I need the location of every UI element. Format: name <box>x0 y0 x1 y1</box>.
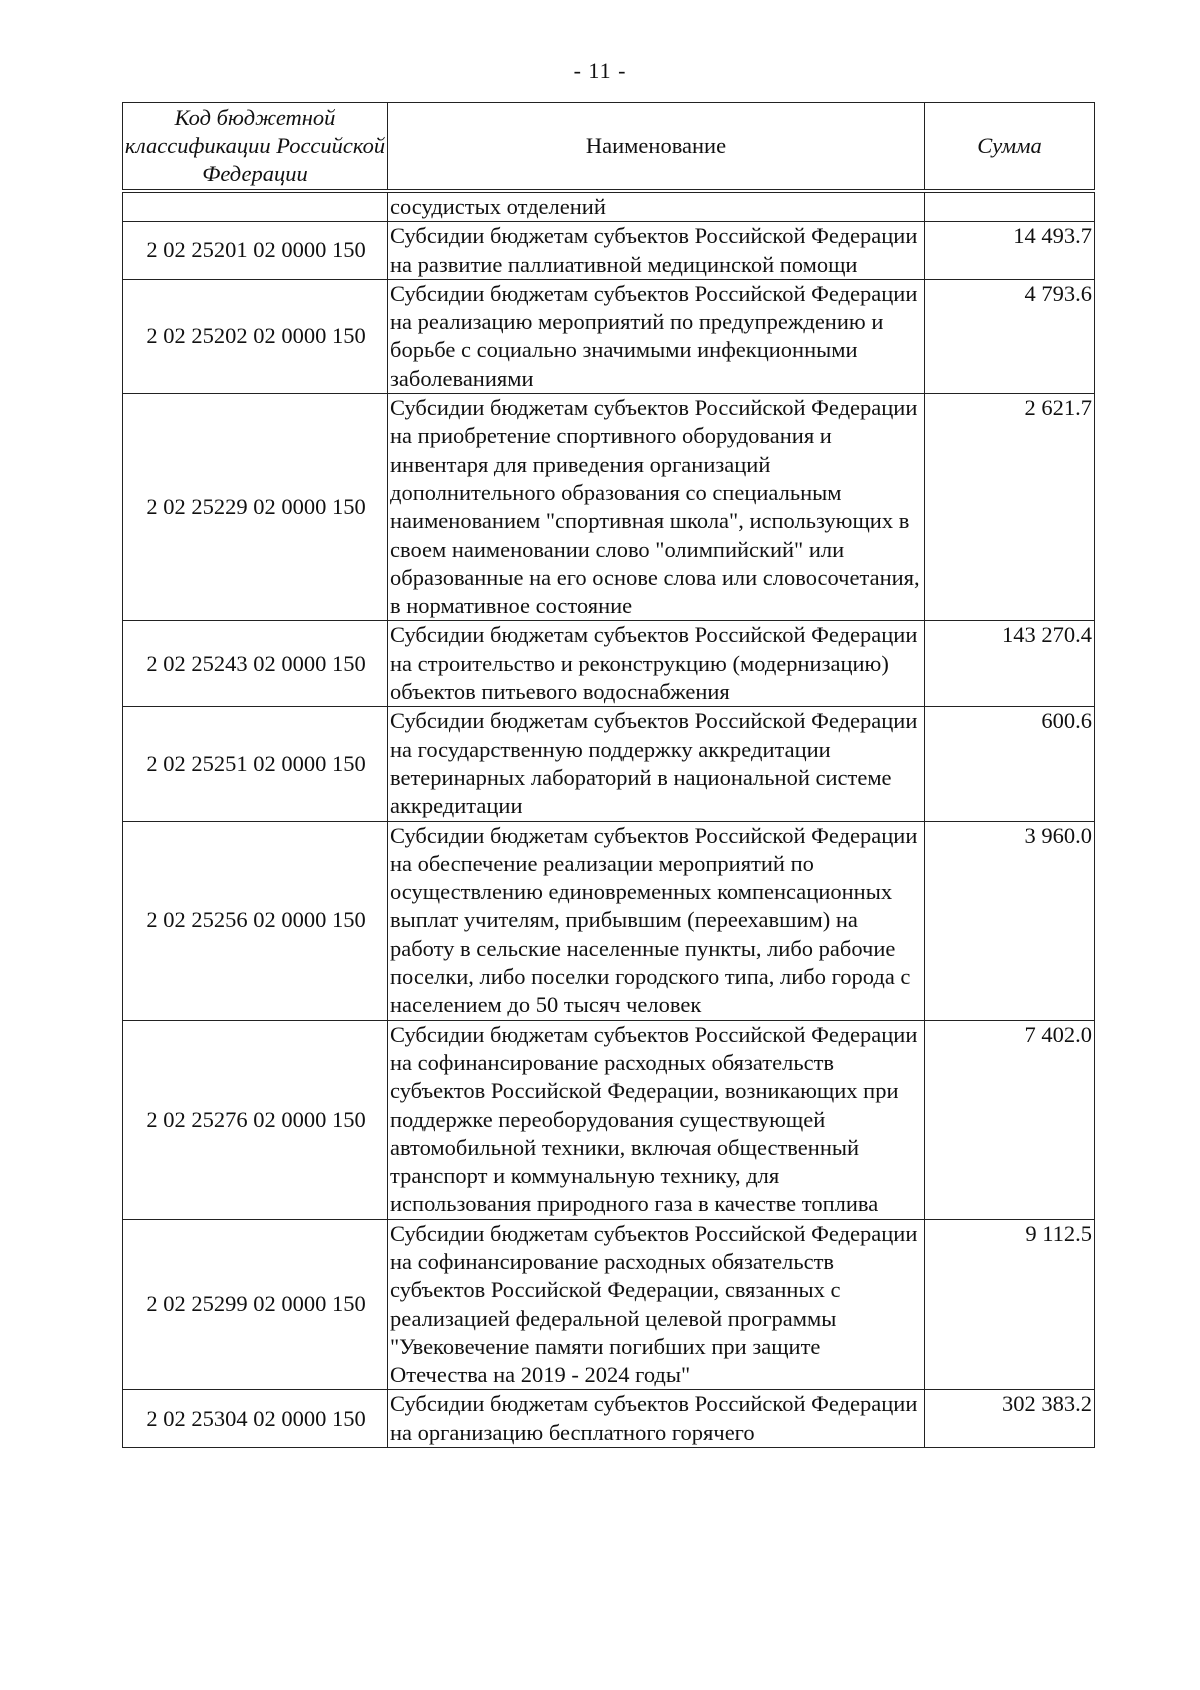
sum-cell: 600.6 <box>925 707 1095 821</box>
table-row <box>123 821 1095 1020</box>
header-sum: Сумма <box>925 103 1095 192</box>
budget-table <box>122 102 1095 1448</box>
code-cell: 2 02 25304 02 0000 150 <box>123 1390 388 1448</box>
code-cell: 2 02 25229 02 0000 150 <box>123 394 388 621</box>
code-cell <box>123 191 388 222</box>
name-cell: Субсидии бюджетам субъектов Российской Федерации на государственную поддержку аккредитации ветеринарных лабораторий в национальной системе аккредитации <box>388 707 925 821</box>
table-row <box>123 191 1095 222</box>
name-cell: Субсидии бюджетам субъектов Российской Федерации на обеспечение реализации мероприятий по осуществлению единовременных компенсационных выплат учителям, прибывшим (переехавшим) на работу в сельские населенные пункты, либо рабочие поселки, либо поселки городского типа, либо города с населением до 50 тысяч человек <box>388 821 925 1020</box>
sum-cell: 143 270.4 <box>925 621 1095 707</box>
code-cell: 2 02 25299 02 0000 150 <box>123 1219 388 1390</box>
sum-cell: 14 493.7 <box>925 222 1095 280</box>
header-name: Наименование <box>388 103 925 192</box>
code-cell: 2 02 25201 02 0000 150 <box>123 222 388 280</box>
table-body <box>123 191 1095 1448</box>
table-row <box>123 1390 1095 1448</box>
code-cell: 2 02 25276 02 0000 150 <box>123 1020 388 1219</box>
sum-cell: 7 402.0 <box>925 1020 1095 1219</box>
name-cell: сосудистых отделений <box>388 191 925 222</box>
table-row <box>123 222 1095 280</box>
code-cell: 2 02 25251 02 0000 150 <box>123 707 388 821</box>
sum-cell: 3 960.0 <box>925 821 1095 1020</box>
table-header <box>123 103 1095 192</box>
header-code: Код бюджетной классификации Российской Федерации <box>123 103 388 192</box>
name-cell: Субсидии бюджетам субъектов Российской Федерации на реализацию мероприятий по предупреждению и борьбе с социально значимыми инфекционными заболеваниями <box>388 279 925 393</box>
table-row <box>123 621 1095 707</box>
sum-cell: 2 621.7 <box>925 394 1095 621</box>
name-cell: Субсидии бюджетам субъектов Российской Федерации на приобретение спортивного оборудования и инвентаря для приведения организаций дополнительного образования со специальным наименованием "спортивная школа", использующих в своем наименовании слово "олимпийский" или образованные на его основе слова или словосочетания, в нормативное состояние <box>388 394 925 621</box>
code-cell: 2 02 25202 02 0000 150 <box>123 279 388 393</box>
code-cell: 2 02 25256 02 0000 150 <box>123 821 388 1020</box>
page-number: - 11 - <box>573 58 627 83</box>
code-cell: 2 02 25243 02 0000 150 <box>123 621 388 707</box>
name-cell: Субсидии бюджетам субъектов Российской Федерации на организацию бесплатного горячего <box>388 1390 925 1448</box>
name-cell: Субсидии бюджетам субъектов Российской Федерации на софинансирование расходных обязательств субъектов Российской Федерации, связанных с реализацией федеральной целевой программы "Увековечение памяти погибших при защите Отечества на 2019 - 2024 годы" <box>388 1219 925 1390</box>
name-cell: Субсидии бюджетам субъектов Российской Федерации на строительство и реконструкцию (модернизацию) объектов питьевого водоснабжения <box>388 621 925 707</box>
table-row <box>123 707 1095 821</box>
sum-cell: 9 112.5 <box>925 1219 1095 1390</box>
name-cell: Субсидии бюджетам субъектов Российской Федерации на развитие паллиативной медицинской помощи <box>388 222 925 280</box>
table-row <box>123 394 1095 621</box>
table-row <box>123 1219 1095 1390</box>
sum-cell: 4 793.6 <box>925 279 1095 393</box>
table-row <box>123 279 1095 393</box>
sum-cell: 302 383.2 <box>925 1390 1095 1448</box>
sum-cell <box>925 191 1095 222</box>
header-row <box>123 103 1095 192</box>
name-cell: Субсидии бюджетам субъектов Российской Федерации на софинансирование расходных обязательств субъектов Российской Федерации, возникающих при поддержке переоборудования существующей автомобильной техники, включая общественный транспорт и коммунальную технику, для использования природного газа в качестве топлива <box>388 1020 925 1219</box>
table-row <box>123 1020 1095 1219</box>
